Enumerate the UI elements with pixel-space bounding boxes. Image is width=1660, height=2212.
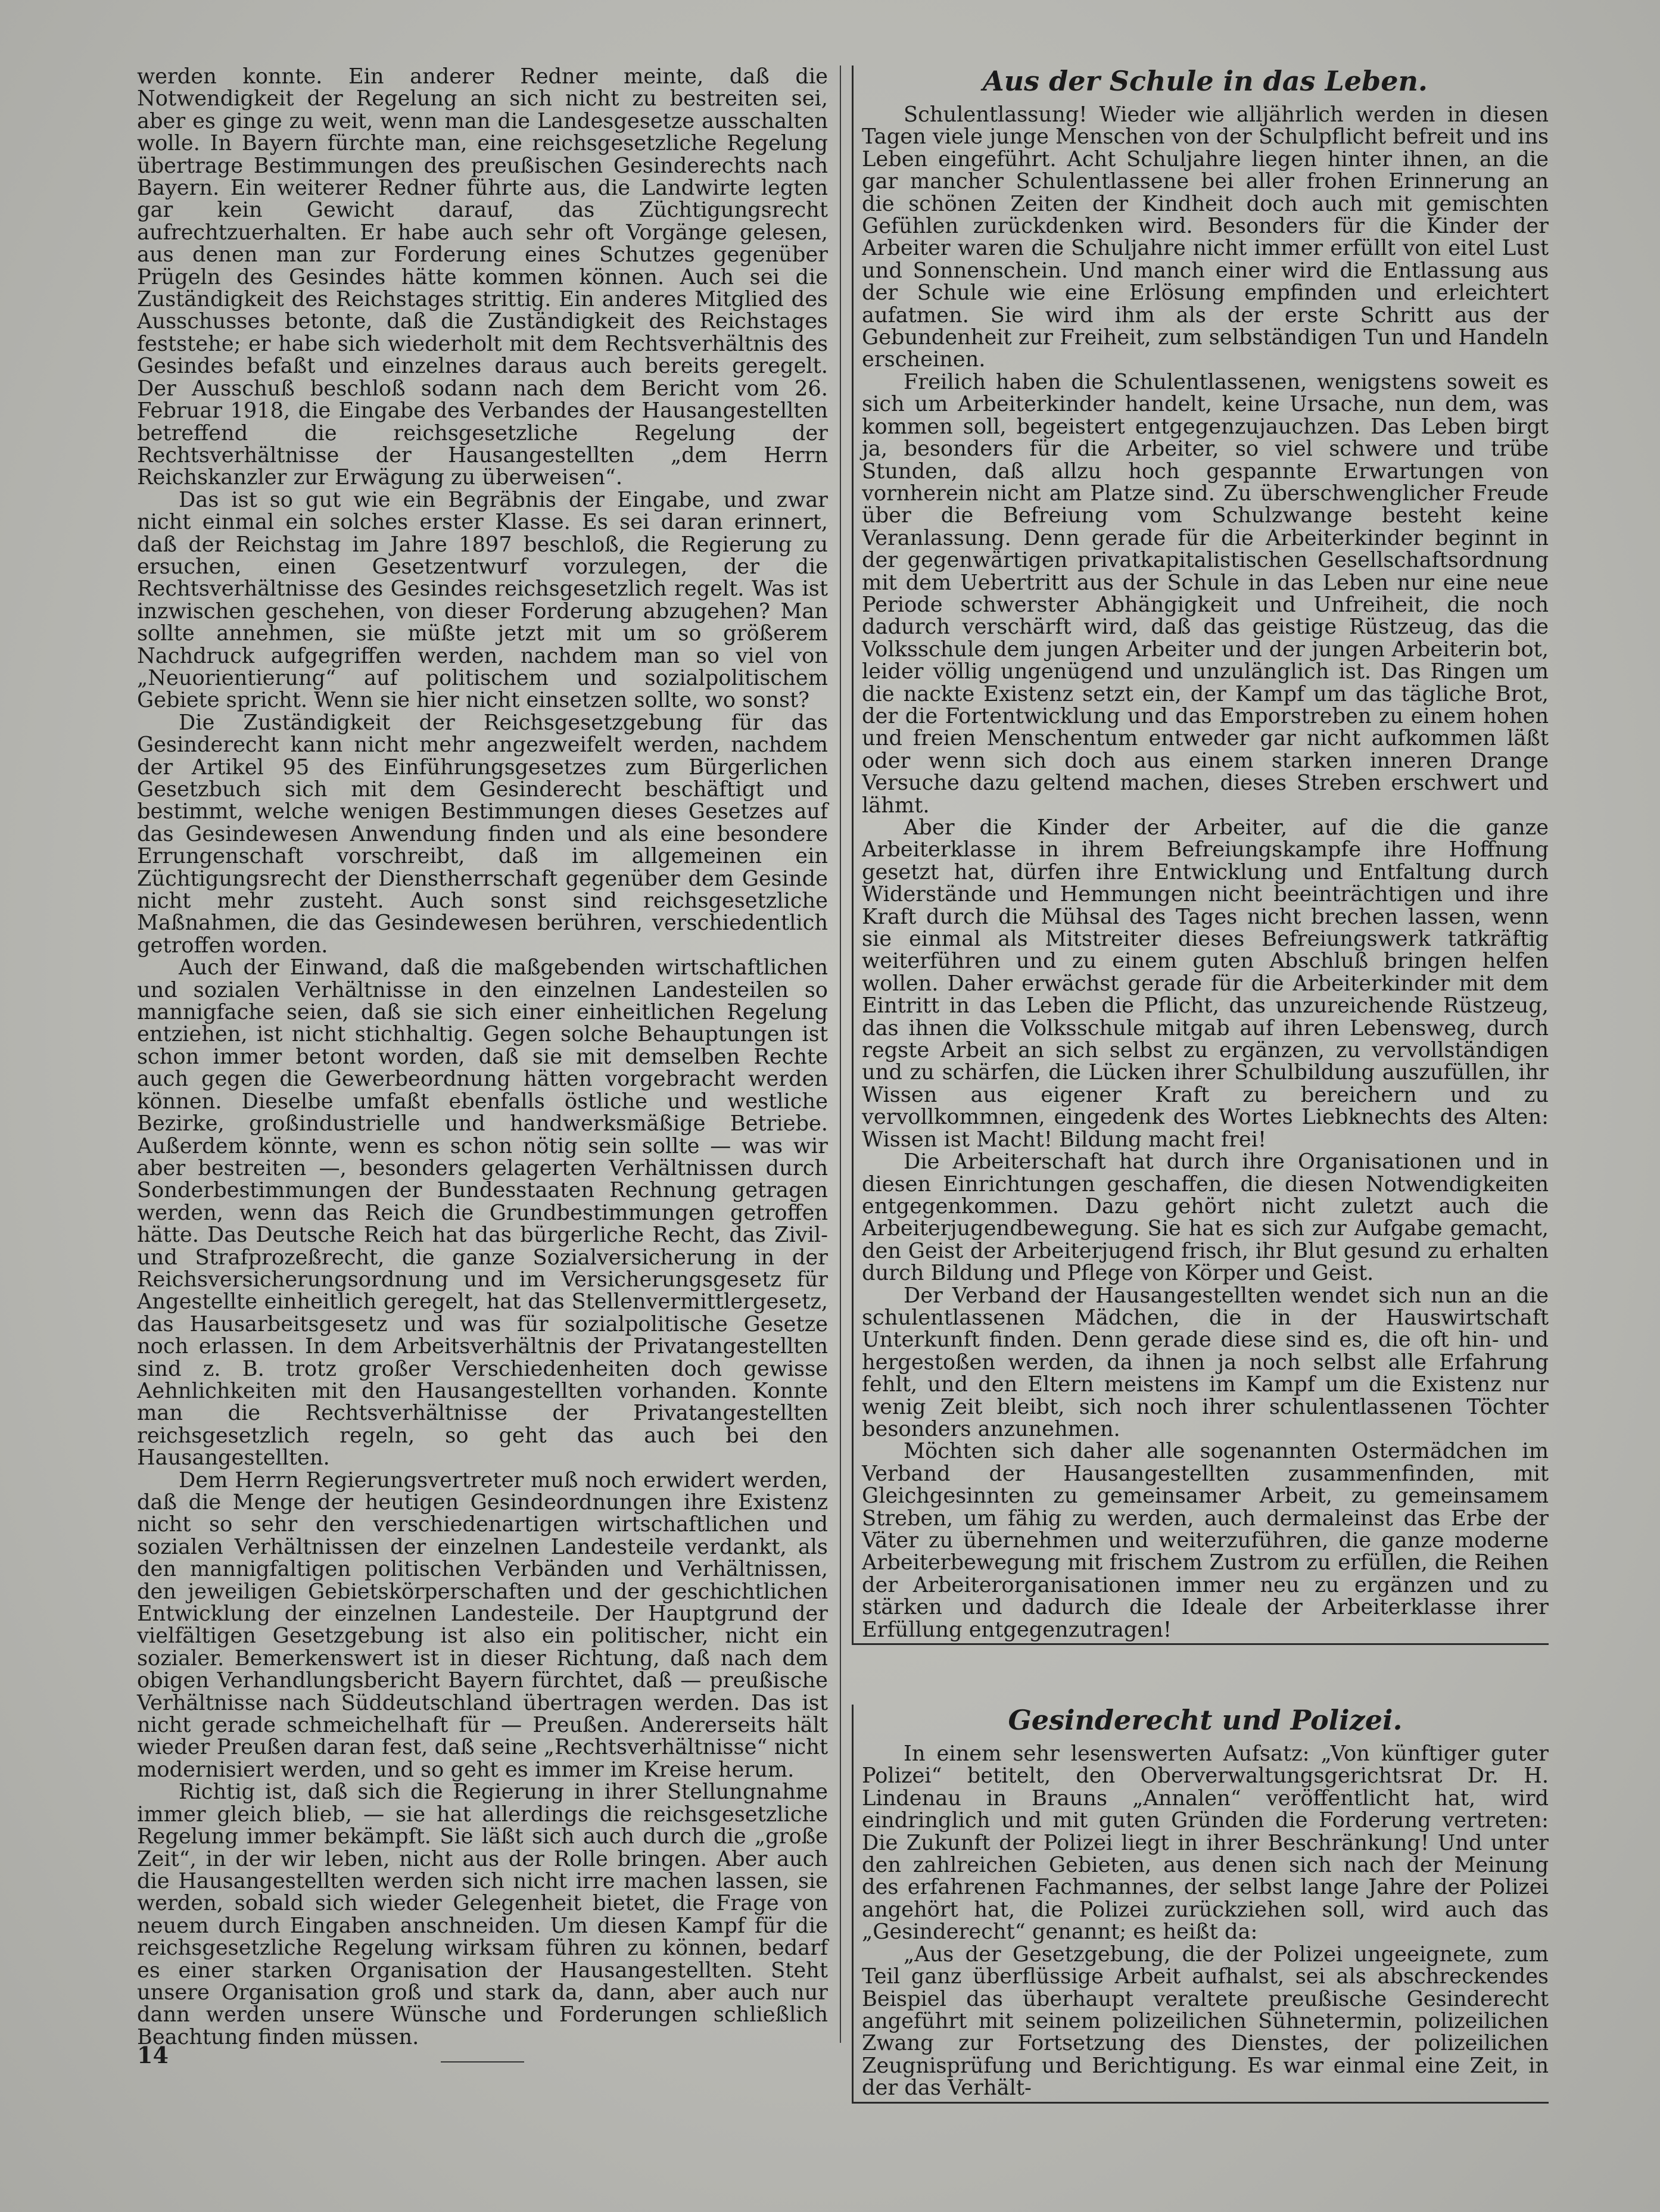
end-rule	[441, 2061, 524, 2063]
article-gesinderecht	[852, 1705, 1549, 2104]
section-gap	[852, 1645, 1549, 1705]
paragraph: Die Zuständigkeit der Reichsgesetzgebung für das Gesinderecht kann nicht mehr angezweifelt werden, nachdem der Artikel 95 des Einführungsgesetzes zum Bürgerlichen Gesetzbuch sich mit dem Gesinderecht beschäftigt und bestimmt, welche wenigen Bestimmungen dieses Gesetzes auf das Gesindewesen Anwendung finden und als eine besondere Errungenschaft vorschreibt, daß im allgemeinen ein Züchtigungsrecht der Dienstherrschaft gegenüber dem Gesinde nicht mehr zusteht. Auch sonst sind reichsgesetzliche Maßnahmen, die das Gesindewesen berühren, verschiedentlich getroffen worden.	[137, 710, 828, 958]
paragraph: Auch der Einwand, daß die maßgebenden wirtschaftlichen und sozialen Verhältnisse in den einzelnen Landesteilen so mannigfache seien, daß sie sich einer einheitlichen Regelung entziehen, ist nicht stichhaltig. Gegen solche Behauptungen ist schon immer betont worden, daß sie mit demselben Rechte auch gegen die Gewerbeordnung hätten vorgebracht werden können. Dieselbe umfaßt ebenfalls östliche und westliche Bezirke, großindustrielle und handwerksmäßige Betriebe. Außerdem könnte, wenn es schon nötig sein sollte — was wir aber bestreiten —, besonders gelagerten Verhältnissen durch Sonderbestimmungen der Bundesstaaten Rechnung getragen werden, wenn das Reich die Grundbestimmungen getroffen hätte. Das Deutsche Reich hat das bürgerliche Recht, das Zivil- und Strafprozeßrecht, die ganze Sozialversicherung in der Reichsversicherungsordnung und im Versicherungsgesetz für Angestellte einheitlich geregelt, hat das Stellenvermittlergesetz, das Hausarbeitsgesetz und was für sozialpolitische Gesetze noch erlassen. In dem Arbeitsverhältnis der Privatangestellten sind z. B. trotz großer Verschiedenheiten doch gewisse Aehnlichkeiten mit den Hausangestellten vorhanden. Konnte man die Rechtsverhältnisse der Privatangestellten reichsgesetzlich regeln, so geht das auch bei den Hausangestellten.	[137, 955, 828, 1470]
column-divider	[840, 66, 841, 2043]
paragraph: Dem Herrn Regierungsvertreter muß noch erwidert werden, daß die Menge der heutigen Gesindeordnungen ihre Existenz nicht so sehr den verschiedenartigen wirtschaftlichen und sozialen Verhältnissen der einzelnen Landesteile verdankt, als den mannigfaltigen politischen Verbänden und Verhältnissen, den jeweiligen Gebietskörperschaften und der geschichtlichen Entwicklung der einzelnen Landesteile. Der Hauptgrund der vielfältigen Gesetzgebung ist also ein politischer, nicht ein sozialer. Bemerkenswert ist in dieser Richtung, daß nach dem obigen Verhandlungsbericht Bayern fürchtet, daß — preußische Verhältnisse nach Süddeutschland übertragen werden. Das ist nicht gerade schmeichelhaft für — Preußen. Andererseits hält wieder Preußen daran fest, daß seine „Rechtsverhältnisse“ nicht modernisiert werden, und so geht es immer im Kreise herum.	[137, 1468, 828, 1782]
paragraph: Aber die Kinder der Arbeiter, auf die die ganze Arbeiterklasse in ihrem Befreiungskampfe ihre Hoffnung gesetzt hat, dürfen ihre Entwicklung und Entfaltung durch Widerstände und Hemmungen nicht beeinträchtigen und ihre Kraft durch die Mühsal des Tages nicht brechen lassen, wenn sie einmal als Mitstreiter dieses Befreiungswerk tatkräftig weiterführen und zu einem guten Abschluß bringen helfen wollen. Daher erwächst gerade für die Arbeiterkinder mit dem Eintritt in das Leben die Pflicht, das unzureichende Rüstzeug, das ihnen die Volksschule mitgab auf ihren Lebensweg, durch regste Arbeit an sich selbst zu ergänzen, zu vervollständigen und zu schärfen, die Lücken ihrer Schulbildung auszufüllen, ihr Wissen aus eigener Kraft zu bereichern und zu vervollkommnen, eingedenk des Wortes Liebknechts des Alten: Wissen ist Macht! Bildung macht frei!	[862, 815, 1549, 1152]
paragraph: „Aus der Gesetzgebung, die der Polizei ungeeignete, zum Teil ganz überflüssige Arbeit aufhalst, sei als abschreckendes Beispiel das überhaupt veraltete preußische Gesinderecht angeführt mit seinem polizeilichen Sühnetermin, polizeilichen Zwang zur Fortsetzung des Dienstes, der polizeilichen Zeugnisprüfung und Berichtigung. Es war einmal eine Zeit, in der das Verhält-	[862, 1942, 1549, 2101]
paragraph: Die Arbeiterschaft hat durch ihre Organisationen und in diesen Einrichtungen geschaffen, die diesen Notwendigkeiten entgegenkommen. Dazu gehört nicht zuletzt auch die Arbeiterjugendbewegung. Sie hat es sich zur Aufgabe gemacht, den Geist der Arbeiterjugend frisch, ihr Blut gesund zu erhalten durch Bildung und Pflege von Körper und Geist.	[862, 1149, 1549, 1286]
page-number: 14	[137, 2042, 169, 2068]
paragraph: Richtig ist, daß sich die Regierung in ihrer Stellungnahme immer gleich blieb, — sie hat allerdings die reichsgesetzliche Regelung immer bekämpft. Sie läßt sich auch durch die „große Zeit“, in der wir leben, nicht aus der Rolle bringen. Aber auch die Hausangestellten werden sich nicht irre machen lassen, sie werden, sobald sich wieder Gelegenheit bietet, die Frage von neuem durch Eingaben anschneiden. Um diesen Kampf für die reichsgesetzliche Regelung wirksam führen zu können, bedarf es einer starken Organisation der Hausangestellten. Steht unsere Organisation groß und stark da, dann, aber auch nur dann werden unsere Wünsche und Forderungen schließlich Beachtung finden müssen.	[137, 1780, 828, 2049]
article-title: Gesinderecht und Polizei.	[1008, 1704, 1403, 1737]
paragraph: Freilich haben die Schulentlassenen, wenigstens soweit es sich um Arbeiterkinder handelt, keine Ursache, nun dem, was kommen soll, begeistert entgegenzujauchzen. Das Leben birgt ja, besonders für die Arbeiter, so viel schwere und trübe Stunden, daß allzu hoch gespannte Erwartungen von vornherein nicht am Platze sind. Zu überschwenglicher Freude über die Befreiung vom Schulzwange besteht keine Veranlassung. Denn gerade für die Arbeiterkinder beginnt in der gegenwärtigen privatkapitalistischen Gesellschaftsordnung mit dem Uebertritt aus der Schule in das Leben nur eine neue Periode schwerster Abhängigkeit und Unfreiheit, die noch dadurch verschärft wird, daß das geistige Rüstzeug, das die Volksschule dem jungen Arbeiter und der jungen Arbeiterin bot, leider völlig ungenügend und unzulänglich ist. Das Ringen um die nackte Existenz setzt ein, der Kampf um das tägliche Brot, der die Fortentwicklung und das Emporstreben zu einem hohen und freien Menschentum entweder gar nicht aufkommen läßt oder wenn sich doch aus einem starken inneren Drange Versuche dazu geltend machen, dieses Streben erschwert und lähmt.	[862, 369, 1549, 818]
left-column	[137, 66, 828, 2063]
article-title: Aus der Schule in das Leben.	[983, 65, 1428, 97]
paragraph: Möchten sich daher alle sogenannten Ostermädchen im Verband der Hausangestellten zusammenfinden, mit Gleichgesinnten zu gemeinsamer Arbeit, zu gemeinsamem Streben, um fähig zu werden, auch dermaleinst das Erbe der Väter zu übernehmen und weiterzuführen, die ganze moderne Arbeiterbewegung mit frischem Zustrom zu erfüllen, die Reihen der Arbeiterorganisationen immer neu zu ergänzen und zu stärken und dadurch die Ideale der Arbeiterklasse ihrer Erfüllung entgegenzutragen!	[862, 1439, 1549, 1642]
paragraph: Schulentlassung! Wieder wie alljährlich werden in diesen Tagen viele junge Menschen von der Schulpflicht befreit und ins Leben eingeführt. Acht Schuljahre liegen hinter ihnen, an die gar mancher Schulentlassene bei aller frohen Erinnerung an die schönen Zeiten der Kindheit doch auch mit gemischten Gefühlen zurückdenken wird. Besonders für die Kinder der Arbeiter waren die Schuljahre nicht immer erfüllt von eitel Lust und Sonnenschein. Und manch einer wird die Entlassung aus der Schule wie eine Erlösung empfinden und erleichtert aufatmen. Sie wird ihm als der erste Schritt aus der Gebundenheit zur Freiheit, zum selbständigen Tun und Handeln erscheinen.	[862, 102, 1549, 372]
right-column	[852, 66, 1549, 2104]
paragraph: Das ist so gut wie ein Begräbnis der Eingabe, und zwar nicht einmal ein solches erster Klasse. Es sei daran erinnert, daß der Reichstag im Jahre 1897 beschloß, die Regierung zu ersuchen, einen Gesetzentwurf vorzulegen, der die Rechtsverhältnisse des Gesindes reichsgesetzlich regelt. Was ist inzwischen geschehen, von dieser Forderung abzugehen? Man sollte annehmen, sie müßte jetzt mit um so größerem Nachdruck aufgegriffen werden, nachdem man so viel von „Neuorientierung“ auf politischem und sozialpolitischem Gebiete spricht. Wenn sie hier nicht einsetzen sollte, wo sonst?	[137, 487, 828, 713]
paragraph: In einem sehr lesenswerten Aufsatz: „Von künftiger guter Polizei“ betitelt, den Oberverwaltungsgerichtsrat Dr. H. Lindenau in Brauns „Annalen“ veröffentlicht hat, wird eindringlich und mit guten Gründen die Forderung vertreten: Die Zukunft der Polizei liegt in ihrer Beschränkung! Und unter den zahlreichen Gebieten, aus denen sich nach der Meinung des erfahrenen Fachmannes, der selbst lange Jahre der Polizei angehört hat, die Polizei zurückziehen soll, wird auch das „Gesinderecht“ genannt; es heißt da:	[862, 1741, 1549, 1945]
article-schule	[852, 66, 1549, 1645]
paragraph: werden konnte. Ein anderer Redner meinte, daß die Notwendigkeit der Regelung an sich nicht zu bestreiten sei, aber es ginge zu weit, wenn man die Landesgesetze ausschalten wolle. In Bayern fürchte man, eine reichsgesetzliche Regelung übertrage Bestimmungen des preußischen Gesinderechts nach Bayern. Ein weiterer Redner führte aus, die Landwirte legten gar kein Gewicht darauf, das Züchtigungsrecht aufrechtzuerhalten. Er habe auch sehr oft Vorgänge gelesen, aus denen man zur Forderung eines Schutzes gegenüber Prügeln des Gesindes hätte kommen können. Auch sei die Zuständigkeit des Reichstages strittig. Ein anderes Mitglied des Ausschusses betonte, daß die Zuständigkeit des Reichstages feststehe; er habe sich wiederholt mit dem Rechtsverhältnis des Gesindes befaßt und einzelnes daraus auch bereits geregelt. Der Ausschuß beschloß sodann nach dem Bericht vom 26. Februar 1918, die Eingabe des Verbandes der Hausangestellten betreffend die reichsgesetzliche Regelung der Rechtsverhältnisse der Hausangestellten „dem Herrn Reichskanzler zur Erwägung zu überweisen“.	[137, 64, 828, 490]
paragraph: Der Verband der Hausangestellten wendet sich nun an die schulentlassenen Mädchen, die in der Hauswirtschaft Unterkunft finden. Denn gerade diese sind es, die oft hin- und hergestoßen werden, da ihnen ja noch selbst alle Erfahrung fehlt, und den Eltern meistens im Kampf um die Existenz nur wenig Zeit bleibt, sich noch ihrer schulentlassenen Töchter besonders anzunehmen.	[862, 1283, 1549, 1441]
